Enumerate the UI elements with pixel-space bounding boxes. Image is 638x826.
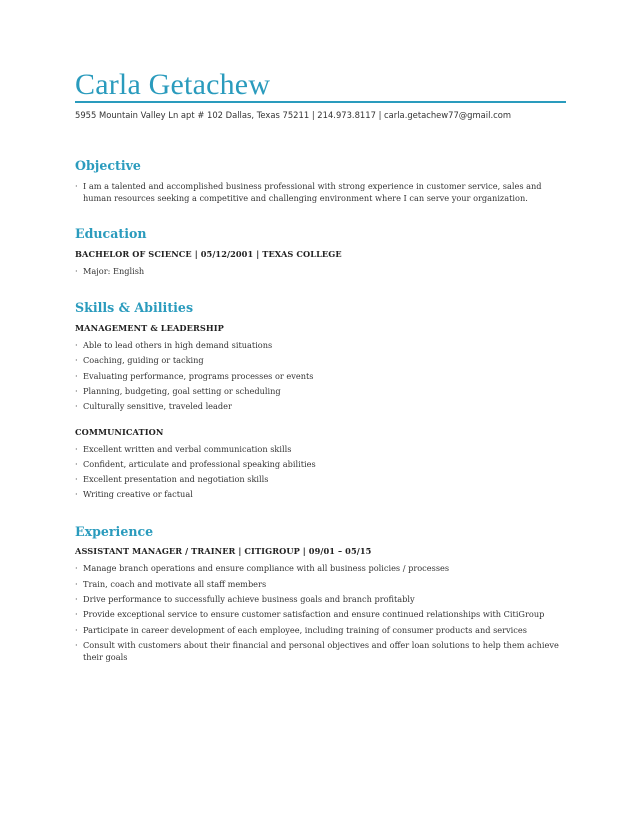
candidate-name: Carla Getachew [75, 68, 271, 101]
skill-item [75, 339, 566, 351]
skill-item [75, 458, 566, 470]
experience-text: Manage branch operations and ensure compliance with all business policies / processes [83, 563, 450, 573]
bullet-icon: · [75, 579, 78, 589]
skill-text: Planning, budgeting, goal setting or scheduling [83, 386, 281, 396]
header-divider [75, 101, 566, 103]
bullet-icon: · [75, 625, 78, 635]
skill-item [75, 473, 566, 485]
skills-group-heading: MANAGEMENT & LEADERSHIP [75, 323, 224, 333]
contact-line: 5955 Mountain Valley Ln apt # 102 Dallas, Texas 75211 | 214.973.8117 | carla.getachew77@gmail.com [75, 110, 511, 120]
skill-item [75, 400, 566, 412]
bullet-icon: · [75, 474, 78, 484]
experience-text: Participate in career development of each employee, including training of consumer products and services [83, 625, 527, 635]
experience-item [75, 624, 566, 636]
skill-text: Culturally sensitive, traveled leader [83, 401, 232, 411]
bullet-icon: · [75, 563, 78, 573]
skill-item [75, 354, 566, 366]
skill-item [75, 385, 566, 397]
skill-item [75, 370, 566, 382]
skill-text: Evaluating performance, programs processes or events [83, 371, 314, 381]
experience-text: Drive performance to successfully achieve business goals and branch profitably [83, 594, 415, 604]
bullet-icon: · [75, 444, 78, 454]
section-title-skills: Skills & Abilities [75, 300, 194, 315]
bullet-icon: · [75, 386, 78, 396]
skill-text: Excellent written and verbal communication skills [83, 444, 292, 454]
section-title-education: Education [75, 226, 147, 241]
bullet-icon: · [75, 266, 78, 276]
experience-text: Provide exceptional service to ensure customer satisfaction and ensure continued relationships with CitiGroup [83, 609, 545, 619]
bullet-icon: · [75, 640, 78, 650]
experience-text: Consult with customers about their financial and personal objectives and offer loan solutions to help them achieve their goals [83, 640, 559, 662]
bullet-icon: · [75, 371, 78, 381]
skill-text: Writing creative or factual [83, 489, 193, 499]
experience-text: Train, coach and motivate all staff members [83, 579, 267, 589]
experience-item [75, 578, 566, 590]
objective-item [75, 180, 566, 204]
skill-item [75, 488, 566, 500]
experience-item [75, 608, 566, 620]
skill-text: Excellent presentation and negotiation skills [83, 474, 269, 484]
experience-item [75, 593, 566, 605]
education-degree: BACHELOR OF SCIENCE | 05/12/2001 | TEXAS COLLEGE [75, 249, 342, 259]
skill-item [75, 443, 566, 455]
bullet-icon: · [75, 459, 78, 469]
education-item [75, 265, 566, 277]
bullet-icon: · [75, 355, 78, 365]
bullet-icon: · [75, 489, 78, 499]
experience-item [75, 639, 566, 663]
bullet-icon: · [75, 181, 78, 191]
bullet-icon: · [75, 401, 78, 411]
skill-text: Confident, articulate and professional speaking abilities [83, 459, 316, 469]
experience-item [75, 562, 566, 574]
bullet-icon: · [75, 609, 78, 619]
objective-text: I am a talented and accomplished business professional with strong experience in customer service, sales and human resources seeking a competitive and challenging environment where I can serve your organization. [83, 181, 542, 203]
section-title-experience: Experience [75, 524, 154, 539]
bullet-icon: · [75, 594, 78, 604]
skill-text: Able to lead others in high demand situations [83, 340, 273, 350]
skills-group-heading: COMMUNICATION [75, 427, 164, 437]
skill-text: Coaching, guiding or tacking [83, 355, 204, 365]
section-title-objective: Objective [75, 158, 141, 173]
education-text: Major: English [83, 266, 145, 276]
job-heading: ASSISTANT MANAGER / TRAINER | CITIGROUP | 09/01 – 05/15 [75, 546, 372, 556]
bullet-icon: · [75, 340, 78, 350]
